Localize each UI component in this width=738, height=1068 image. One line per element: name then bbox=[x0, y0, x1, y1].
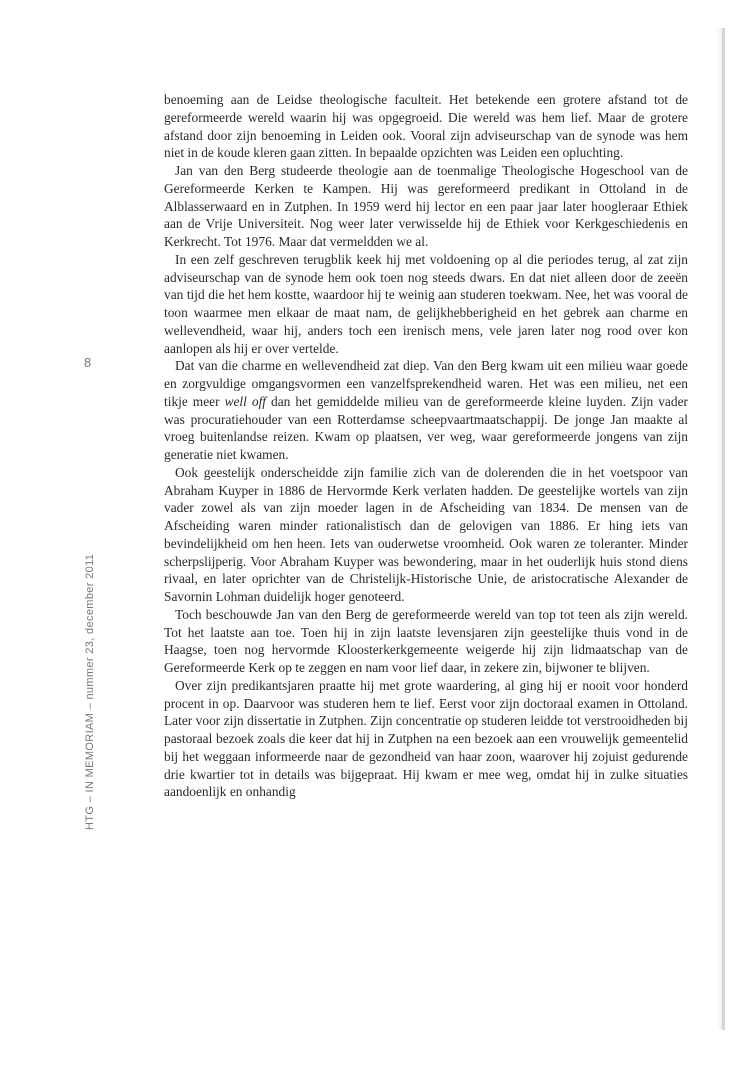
page-number: 8 bbox=[84, 355, 92, 370]
paragraph-text: Dat van die charme en wellevendheid zat diep. Van den Berg kwam uit een milieu waar goede en zorgvuldige omgangsvormen een vanzelfsprekendheid waren. Het was een milieu, net een tikje meer bbox=[164, 358, 688, 409]
paragraph: benoeming aan de Leidse theologische faculteit. Het betekende een grotere afstand tot de gereformeerde wereld waarin hij was opgegroeid. Die wereld was hem lief. Maar de grotere afstand door zijn benoeming in Leiden ook. Vooral zijn adviseurschap van de synode was hem niet in de koude kleren gaan zitten. In bepaalde opzichten was Leiden een opluchting. bbox=[164, 92, 688, 161]
paragraph-text: dan het gemiddelde milieu van de gereformeerde kleine luyden. Zijn vader was procuratiehouder van een Rotterdamse scheepvaartmaatschappij. De jonge Jan maakte al vroeg buitenlandse reizen. Kwam op plaatsen, ver weg, waar gereformeerde jongens van zijn generatie niet kwamen. bbox=[164, 393, 688, 462]
paragraph: Toch beschouwde Jan van den Berg de gereformeerde wereld van top tot teen als zijn wereld. Tot het laatste aan toe. Toen hij in zijn laatste levensjaren zijn geestelijke thuis vond in de Haagse, toen nog hervormde Kloosterkerkgemeente weigerde hij zijn lidmaatschap van de Gereformeerde Kerk op te zeggen en nam voor lief daar, in zekere zin, bijwoner te blijven. bbox=[164, 606, 688, 675]
paragraph: Jan van den Berg studeerde theologie aan de toenmalige Theologische Hogeschool van de Gereformeerde Kerken te Kampen. Hij was gereformeerd predikant in Ottoland in de Alblasserwaard en in Zutphen. In 1959 werd hij lector en een paar jaar later hoogleraar Ethiek aan de Vrije Universiteit. Nog weer later verwisselde hij de Ethiek voor Kerkgeschiedenis en Kerkrecht. Tot 1976. Maar dat vermeldden we al. bbox=[164, 163, 688, 249]
paragraph bbox=[164, 357, 688, 464]
paragraph: Ook geestelijk onderscheidde zijn familie zich van de dolerenden die in het voetspoor van Abraham Kuyper in 1886 de Hervormde Kerk verlaten hadden. De geestelijke wortels van zijn vader zowel als van zijn moeder lagen in de Afscheiding van 1834. De mensen van de Afscheiding waren minder rationalistisch dan de gelovigen van 1886. Er hing iets van bevindelijkheid om hen heen. Iets van ouderwetse vroomheid. Ook waren ze toleranter. Minder scherpslijperig. Voor Abraham Kuyper was bewondering, maar in het ouderlijk huis stond diens rivaal, en later oprichter van de Christelijk-Historische Unie, de aristocratische Alexander de Savornin Lohman duidelijk hoger genoteerd. bbox=[164, 464, 688, 604]
paragraph: Over zijn predikantsjaren praatte hij met grote waardering, al ging hij er nooit voor honderd procent in op. Daarvoor was studeren hem te lief. Eerst voor zijn doctoraal examen in Ottoland. Later voor zijn dissertatie in Zutphen. Zijn concentratie op studeren leidde tot verstrooidheden bij pastoraal bezoek zoals die keer dat hij in Zutphen na een bezoek aan een vrouwelijk gemeentelid bij het weggaan informeerde naar de gezondheid van haar zoon, waarover hij zojuist gedurende drie kwartier tot in details was bijgepraat. Hij kwam er mee weg, omdat hij in zulke situaties aandoenlijk en onhandig bbox=[164, 677, 688, 800]
emphasis-text: well off bbox=[224, 393, 267, 409]
article-body bbox=[164, 91, 688, 801]
paragraph: In een zelf geschreven terugblik keek hij met voldoening op al die periodes terug, al zat zijn adviseurschap van de synode hem ook toen nog steeds dwars. En dat niet alleen door de zeeën van tijd die het hem kostte, waardoor hij te weinig aan studeren toekwam. Nee, het was vooral de toon waarmee men elkaar de maat nam, de gelijkhebberigheid en het gebrek aan charme en wellevendheid, waar hij, anders toch een irenisch mens, vele jaren later nog rood over kon aanlopen als hij er over vertelde. bbox=[164, 251, 688, 356]
running-head: HTG – IN MEMORIAM – nummer 23, december 2011 bbox=[84, 553, 96, 830]
page-gutter-edge bbox=[722, 28, 725, 1030]
